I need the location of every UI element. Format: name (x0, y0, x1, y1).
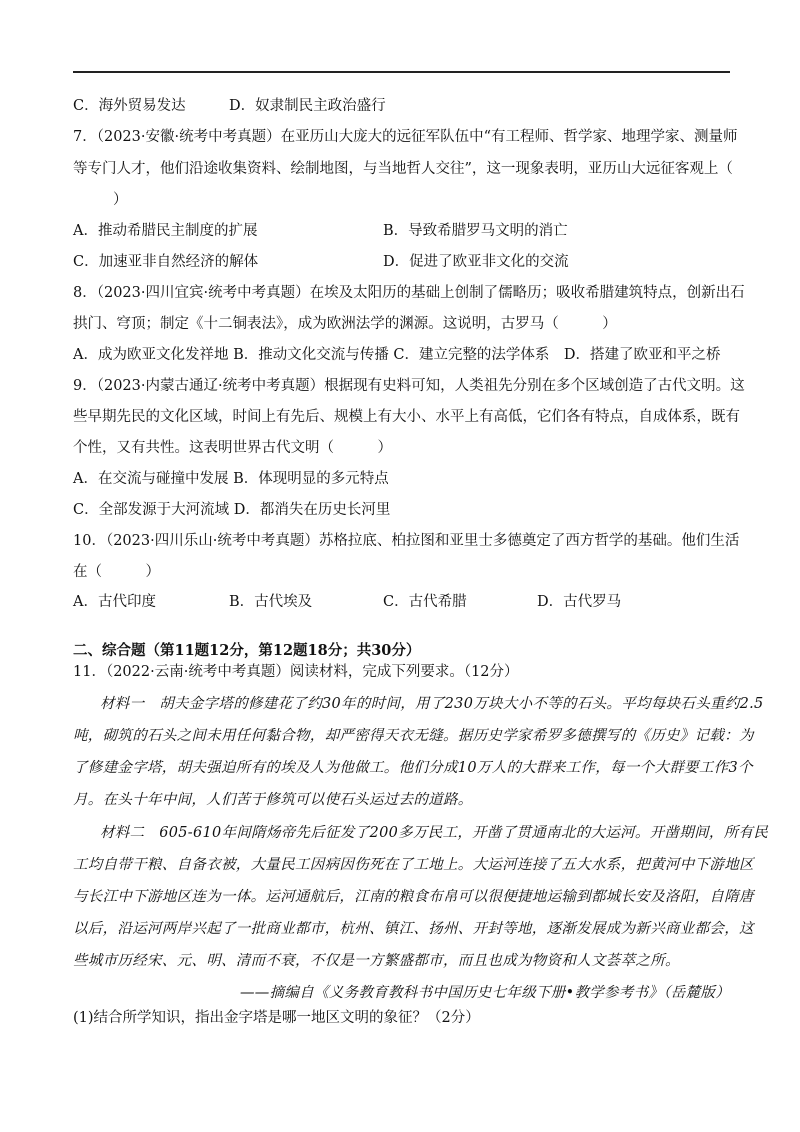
q10-option-d: D．古代罗马 (537, 594, 622, 610)
q7-option-d: D．促进了欧亚非文化的交流 (383, 254, 569, 270)
q9-stem-line-2: 些早期先民的文化区域，时间上有先后、规模上有大小、水平上有高低，它们各有特点，自成体系，既有 (73, 409, 740, 425)
q9-stem-line-1: 9．（2023·内蒙古通辽·统考中考真题）根据现有史料可知，人类祖先分别在多个区域创造了古代文明。这 (73, 378, 745, 394)
section-heading: 二、综合题（第11题12分，第12题18分；共30分） (73, 642, 421, 659)
q11-stem: 11．（2022·云南·统考中考真题）阅读材料，完成下列要求。（12分） (73, 664, 519, 680)
material-2-line-3: 与长江中下游地区连为一体。运河通航后，江南的粮食布帛可以很便捷地运输到都城长安及洛阳，自隋唐 (73, 889, 754, 905)
material-2-line-2: 工均自带干粮、自备衣被，大量民工因病因伤死在了工地上。大运河连接了五大水系，把黄河中下游地区 (73, 857, 754, 873)
q8-stem-line-2: 拱门、穹顶；制定《十二铜表法》，成为欧洲法学的渊源。这说明，古罗马（ ） (73, 316, 617, 332)
material-2-line-4: 以后，沿运河两岸兴起了一批商业都市，杭州、镇江、扬州、开封等地，逐渐发展成为新兴商业都会，这 (73, 921, 754, 937)
q10-stem-line-2: 在（ ） (73, 564, 160, 580)
q9-stem-line-3: 个性，又有共性。这表明世界古代文明（ ） (73, 440, 392, 456)
header-rule (73, 71, 730, 73)
material-2-line-5: 些城市历经宋、元、明、清而不衰，不仅是一方繁盛都市，而且也成为物资和人文荟萃之所。 (73, 953, 680, 969)
q10-option-a: A．古代印度 (73, 594, 156, 610)
material-1-line-4: 月。在头十年中间，人们苦于修筑可以使石头运过去的道路。 (73, 792, 473, 808)
q6-option-c: C．海外贸易发达 (73, 98, 186, 114)
q7-option-b: B．导致希腊罗马文明的消亡 (383, 223, 568, 239)
q11-sub-question-1: (1)结合所学知识，指出金字塔是哪一地区文明的象征？（2分） (73, 1010, 480, 1026)
q9-options-ab: A．在交流与碰撞中发展 B．体现明显的多元特点 (73, 471, 389, 487)
q8-stem-line-1: 8．（2023·四川宜宾·统考中考真题）在埃及太阳历的基础上创制了儒略历；吸收希腊建筑特点，创新出石 (73, 285, 745, 301)
q8-options: A．成为欧亚文化发祥地 B．推动文化交流与传播 C．建立完整的法学体系 D．搭建了欧亚和平之桥 (73, 347, 721, 363)
material-1-line-3: 了修建金字塔，胡夫强迫所有的埃及人为他做工。他们分成10万人的大群来工作，每一个大群要工作3个 (73, 760, 753, 776)
q7-stem-line-3: ） (113, 192, 128, 208)
q7-stem-line-2: 等专门人才，他们沿途收集资料、绘制地图，与当地哲人交往”，这一现象表明，亚历山大远征客观上（ (73, 161, 733, 177)
q6-option-d: D．奴隶制民主政治盛行 (229, 98, 386, 114)
q7-option-c: C．加速亚非自然经济的解体 (73, 254, 259, 270)
q7-option-a: A．推动希腊民主制度的扩展 (73, 223, 258, 239)
q7-stem-line-1: 7．（2023·安徽·统考中考真题）在亚历山大庞大的远征军队伍中“有工程师、哲学家、地理学家、测量师 (73, 129, 738, 145)
q10-option-b: B．古代埃及 (229, 594, 313, 610)
material-2-line-1: 材料二 605-610年间隋炀帝先后征发了200多万民工，开凿了贯通南北的大运河。开凿期间，所有民 (100, 825, 769, 841)
material-1-line-2: 吨，砌筑的石头之间未用任何黏合物，却严密得天衣无缝。据历史学家希罗多德撰写的《历史》记载：为 (73, 728, 754, 744)
material-1-line-1: 材料一 胡夫金字塔的修建花了约30年的时间，用了230万块大小不等的石头。平均每块石头重约2.5 (100, 696, 764, 712)
material-source: ——摘编自《义务教育教科书中国历史七年级下册•教学参考书》（岳麓版） (240, 985, 730, 1001)
q10-stem-line-1: 10．（2023·四川乐山·统考中考真题）苏格拉底、柏拉图和亚里士多德奠定了西方哲学的基础。他们生活 (73, 533, 740, 549)
q9-options-cd: C．全部发源于大河流域 D．都消失在历史长河里 (73, 502, 391, 518)
q10-option-c: C．古代希腊 (383, 594, 467, 610)
